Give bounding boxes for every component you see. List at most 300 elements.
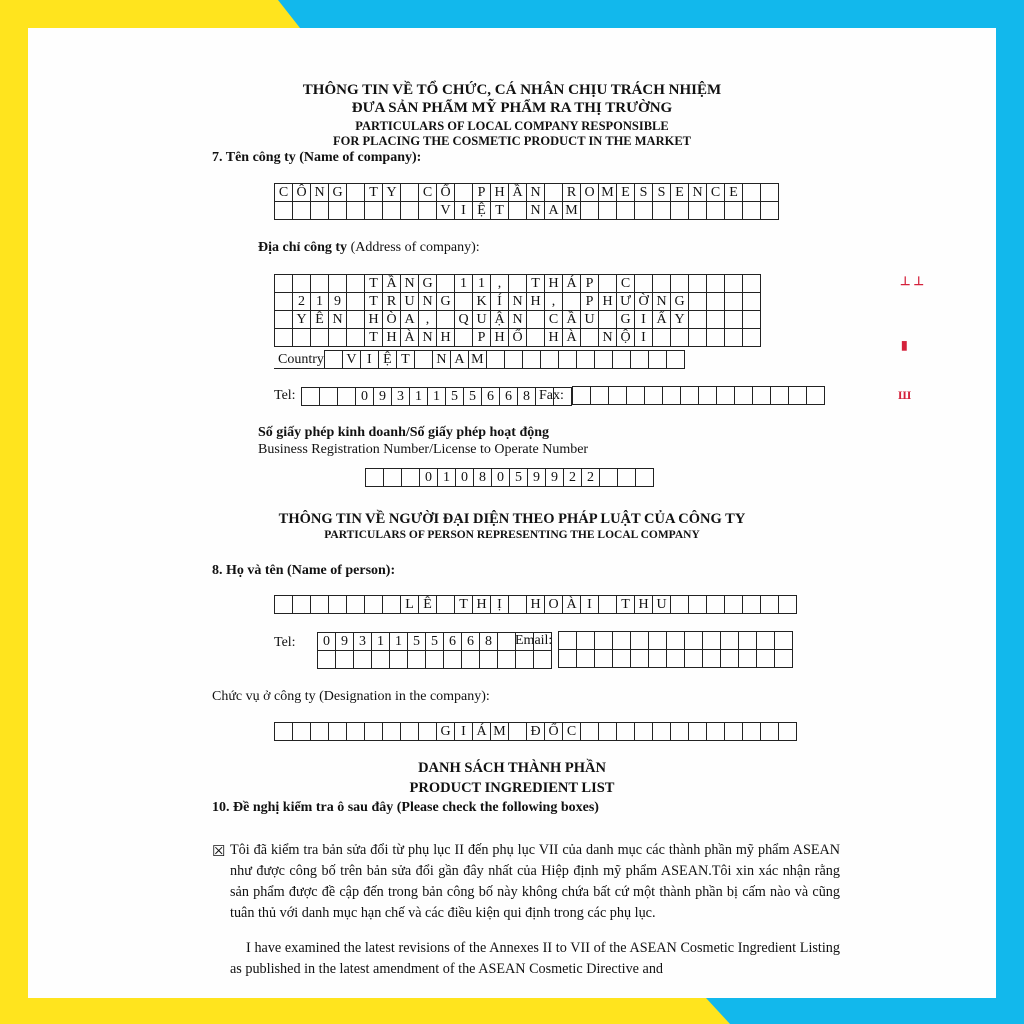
- empty-cell: [455, 184, 473, 202]
- letter-cell: N: [527, 184, 545, 202]
- empty-cell: [631, 650, 649, 668]
- grid-row: [318, 651, 552, 669]
- empty-cell: [761, 596, 779, 614]
- letter-cell: S: [653, 184, 671, 202]
- letter-cell: U: [581, 311, 599, 329]
- letter-cell: H: [473, 596, 491, 614]
- empty-cell: [653, 275, 671, 293]
- email-grid: [558, 631, 793, 668]
- letter-cell: 3: [354, 633, 372, 651]
- company-tel-label: Tel:: [274, 388, 296, 403]
- representative-title-en: PARTICULARS OF PERSON REPRESENTING THE LOCAL COMPANY: [324, 529, 700, 541]
- empty-cell: [757, 632, 775, 650]
- grid-row: [275, 329, 761, 347]
- empty-cell: [293, 275, 311, 293]
- empty-cell: [807, 387, 825, 405]
- empty-cell: [707, 311, 725, 329]
- empty-cell: [757, 650, 775, 668]
- letter-cell: ,: [545, 293, 563, 311]
- empty-cell: [486, 351, 504, 369]
- letter-cell: N: [419, 293, 437, 311]
- red-stamp-mark-3: Ш: [898, 388, 912, 402]
- empty-cell: [581, 723, 599, 741]
- empty-cell: [725, 311, 743, 329]
- empty-cell: [743, 275, 761, 293]
- empty-cell: [707, 275, 725, 293]
- letter-cell: Ò: [383, 311, 401, 329]
- letter-cell: M: [491, 723, 509, 741]
- empty-cell: [347, 293, 365, 311]
- empty-cell: [401, 184, 419, 202]
- letter-cell: 1: [410, 388, 428, 406]
- letter-cell: ,: [491, 275, 509, 293]
- empty-cell: [775, 632, 793, 650]
- empty-cell: [509, 202, 527, 220]
- empty-cell: [336, 651, 354, 669]
- letter-cell: N: [599, 329, 617, 347]
- empty-cell: [743, 723, 761, 741]
- letter-cell: P: [473, 184, 491, 202]
- grid-row: [275, 596, 797, 614]
- empty-cell: [703, 650, 721, 668]
- letter-cell: 0: [356, 388, 374, 406]
- letter-cell: O: [545, 596, 563, 614]
- empty-cell: [509, 596, 527, 614]
- letter-cell: 0: [492, 469, 510, 487]
- empty-cell: [666, 351, 684, 369]
- letter-cell: 1: [473, 275, 491, 293]
- empty-cell: [338, 388, 356, 406]
- license-label-en: Business Registration Number/License to Operate Number: [258, 442, 589, 457]
- letter-cell: À: [563, 329, 581, 347]
- letter-cell: 8: [480, 633, 498, 651]
- letter-cell: G: [437, 723, 455, 741]
- letter-cell: E: [617, 184, 635, 202]
- empty-cell: [599, 596, 617, 614]
- ingredient-title-en: PRODUCT INGREDIENT LIST: [409, 780, 615, 796]
- letter-cell: Ấ: [653, 311, 671, 329]
- empty-cell: [689, 723, 707, 741]
- letter-cell: Ộ: [617, 329, 635, 347]
- empty-cell: [717, 387, 735, 405]
- empty-cell: [753, 387, 771, 405]
- letter-cell: E: [725, 184, 743, 202]
- letter-cell: A: [545, 202, 563, 220]
- letter-cell: Ê: [419, 596, 437, 614]
- letter-cell: P: [473, 329, 491, 347]
- letter-cell: 0: [420, 469, 438, 487]
- letter-cell: H: [383, 329, 401, 347]
- letter-cell: H: [527, 596, 545, 614]
- letter-cell: N: [509, 311, 527, 329]
- empty-cell: [600, 469, 618, 487]
- letter-cell: ,: [419, 311, 437, 329]
- letter-cell: T: [365, 293, 383, 311]
- empty-cell: [329, 329, 347, 347]
- letter-cell: 9: [336, 633, 354, 651]
- letter-cell: T: [617, 596, 635, 614]
- empty-cell: [761, 184, 779, 202]
- empty-cell: [743, 202, 761, 220]
- letter-cell: A: [401, 311, 419, 329]
- empty-cell: [329, 275, 347, 293]
- grid-row: [275, 202, 779, 220]
- empty-cell: [401, 202, 419, 220]
- letter-cell: E: [671, 184, 689, 202]
- letter-cell: I: [635, 311, 653, 329]
- empty-cell: [545, 184, 563, 202]
- empty-cell: [707, 329, 725, 347]
- letter-cell: H: [491, 184, 509, 202]
- empty-cell: [347, 202, 365, 220]
- letter-cell: Ầ: [509, 184, 527, 202]
- person-name-label: 8. Họ và tên (Name of person):: [212, 563, 396, 578]
- empty-cell: [311, 329, 329, 347]
- empty-cell: [437, 596, 455, 614]
- empty-cell: [761, 202, 779, 220]
- red-stamp-mark-2: ▮: [901, 338, 908, 352]
- empty-cell: [671, 329, 689, 347]
- empty-cell: [721, 632, 739, 650]
- empty-cell: [559, 632, 577, 650]
- empty-cell: [522, 351, 540, 369]
- empty-cell: [689, 311, 707, 329]
- letter-cell: Ô: [293, 184, 311, 202]
- letter-cell: Ệ: [378, 351, 396, 369]
- empty-cell: [725, 202, 743, 220]
- empty-cell: [559, 650, 577, 668]
- letter-cell: G: [671, 293, 689, 311]
- empty-cell: [581, 202, 599, 220]
- empty-cell: [649, 632, 667, 650]
- empty-cell: [347, 723, 365, 741]
- empty-cell: [390, 651, 408, 669]
- letter-cell: T: [491, 202, 509, 220]
- empty-cell: [725, 723, 743, 741]
- empty-cell: [775, 650, 793, 668]
- empty-cell: [609, 387, 627, 405]
- empty-cell: [689, 293, 707, 311]
- letter-cell: I: [455, 202, 473, 220]
- letter-cell: T: [365, 184, 383, 202]
- confirmation-checkbox[interactable]: ☒: [212, 844, 226, 860]
- empty-cell: [599, 311, 617, 329]
- empty-cell: [735, 387, 753, 405]
- letter-cell: 5: [446, 388, 464, 406]
- letter-cell: 2: [293, 293, 311, 311]
- letter-cell: U: [473, 311, 491, 329]
- letter-cell: H: [635, 596, 653, 614]
- letter-cell: N: [527, 202, 545, 220]
- empty-cell: [324, 351, 342, 369]
- empty-cell: [617, 723, 635, 741]
- letter-cell: P: [581, 275, 599, 293]
- letter-cell: C: [617, 275, 635, 293]
- empty-cell: [725, 275, 743, 293]
- empty-cell: [383, 202, 401, 220]
- empty-cell: [653, 329, 671, 347]
- empty-cell: [365, 202, 383, 220]
- empty-cell: [636, 469, 654, 487]
- header-title-en-1: PARTICULARS OF LOCAL COMPANY RESPONSIBLE: [355, 119, 669, 133]
- empty-cell: [302, 388, 320, 406]
- letter-cell: G: [329, 184, 347, 202]
- empty-cell: [630, 351, 648, 369]
- empty-cell: [689, 596, 707, 614]
- letter-cell: I: [360, 351, 378, 369]
- letter-cell: 5: [464, 388, 482, 406]
- letter-cell: 3: [392, 388, 410, 406]
- letter-cell: Y: [293, 311, 311, 329]
- header-title-en-2: FOR PLACING THE COSMETIC PRODUCT IN THE MARKET: [332, 134, 692, 148]
- empty-cell: [663, 387, 681, 405]
- empty-cell: [383, 723, 401, 741]
- empty-cell: [419, 723, 437, 741]
- letter-cell: 2: [564, 469, 582, 487]
- letter-cell: 1: [311, 293, 329, 311]
- letter-cell: 1: [372, 633, 390, 651]
- empty-cell: [320, 388, 338, 406]
- empty-cell: [671, 723, 689, 741]
- empty-cell: [372, 651, 390, 669]
- letter-cell: Ậ: [491, 311, 509, 329]
- empty-cell: [648, 351, 666, 369]
- empty-cell: [563, 293, 581, 311]
- letter-cell: C: [545, 311, 563, 329]
- empty-cell: [707, 596, 725, 614]
- ingredient-title-vi: DANH SÁCH THÀNH PHẦN: [418, 760, 606, 776]
- empty-cell: [743, 596, 761, 614]
- empty-cell: [635, 275, 653, 293]
- letter-cell: C: [275, 184, 293, 202]
- letter-cell: V: [437, 202, 455, 220]
- empty-cell: [681, 387, 699, 405]
- empty-cell: [504, 351, 522, 369]
- empty-cell: [594, 351, 612, 369]
- empty-cell: [599, 202, 617, 220]
- letter-cell: N: [653, 293, 671, 311]
- empty-cell: [771, 387, 789, 405]
- license-label-vi: Số giấy phép kinh doanh/Số giấy phép hoạt động: [258, 425, 550, 440]
- empty-cell: [347, 311, 365, 329]
- empty-cell: [739, 650, 757, 668]
- company-fax-label: Fax:: [539, 388, 564, 403]
- letter-cell: 6: [444, 633, 462, 651]
- empty-cell: [455, 293, 473, 311]
- letter-cell: N: [689, 184, 707, 202]
- letter-cell: 0: [456, 469, 474, 487]
- empty-cell: [725, 293, 743, 311]
- letter-cell: T: [365, 275, 383, 293]
- declaration-paragraph-vi: Tôi đã kiểm tra bản sửa đổi từ phụ lục II đến phụ lục VII của danh mục các thành phần mỹ phẩm ASEAN như được công bố trên bản sửa đổi gần đây nhất của Hiệp định mỹ phẩm ASEAN.Tôi xin xác nhận rằng sản phẩm được đề cập đến trong bản công bố này không chứa bất cứ một thành phần bị cấm nào và cũng tuân thủ với danh mục hạn chế và các điều kiện qui định trong các phụ lục.: [230, 842, 840, 921]
- declaration-text-en: I have examined the latest revisions of the Annexes II to VII of the ASEAN Cosmetic Ingredient Listing as published in the latest amendment of the ASEAN Cosmetic Directive and: [230, 940, 840, 977]
- letter-cell: H: [545, 275, 563, 293]
- letter-cell: N: [509, 293, 527, 311]
- letter-cell: Ố: [545, 723, 563, 741]
- empty-cell: [293, 723, 311, 741]
- letter-cell: O: [581, 184, 599, 202]
- empty-cell: [540, 351, 558, 369]
- letter-cell: I: [635, 329, 653, 347]
- empty-cell: [354, 651, 372, 669]
- empty-cell: [408, 651, 426, 669]
- letter-cell: 2: [582, 469, 600, 487]
- letter-cell: 6: [482, 388, 500, 406]
- grid-row: [275, 293, 761, 311]
- letter-cell: T: [396, 351, 414, 369]
- letter-cell: I: [581, 596, 599, 614]
- letter-cell: 5: [426, 633, 444, 651]
- header-title-vi-2: ĐƯA SẢN PHẨM MỸ PHẨM RA THỊ TRƯỜNG: [351, 100, 673, 116]
- letter-cell: H: [365, 311, 383, 329]
- letter-cell: Ê: [311, 311, 329, 329]
- empty-cell: [725, 329, 743, 347]
- empty-cell: [311, 202, 329, 220]
- empty-cell: [707, 723, 725, 741]
- letter-cell: 1: [455, 275, 473, 293]
- empty-cell: [275, 202, 293, 220]
- empty-cell: [365, 723, 383, 741]
- empty-cell: [275, 596, 293, 614]
- letter-cell: Í: [491, 293, 509, 311]
- empty-cell: [480, 651, 498, 669]
- country-label: Country: [274, 351, 324, 369]
- form-page: [28, 28, 996, 998]
- letter-cell: Đ: [527, 723, 545, 741]
- empty-cell: [743, 329, 761, 347]
- letter-cell: 9: [546, 469, 564, 487]
- letter-cell: H: [491, 329, 509, 347]
- empty-cell: [347, 184, 365, 202]
- letter-cell: C: [563, 723, 581, 741]
- letter-cell: Á: [473, 723, 491, 741]
- letter-cell: Ầ: [383, 275, 401, 293]
- company-tel-grid: [301, 387, 572, 406]
- grid-row: [275, 311, 761, 329]
- empty-cell: [293, 596, 311, 614]
- letter-cell: C: [419, 184, 437, 202]
- empty-cell: [365, 596, 383, 614]
- empty-cell: [577, 650, 595, 668]
- address-label-vi: Địa chỉ công ty: [258, 240, 348, 255]
- letter-cell: Ầ: [563, 311, 581, 329]
- empty-cell: [761, 723, 779, 741]
- letter-cell: Y: [383, 184, 401, 202]
- empty-cell: [667, 650, 685, 668]
- empty-cell: [329, 596, 347, 614]
- license-number-grid: [365, 468, 654, 487]
- letter-cell: Y: [671, 311, 689, 329]
- empty-cell: [595, 650, 613, 668]
- empty-cell: [653, 202, 671, 220]
- empty-cell: [509, 275, 527, 293]
- empty-cell: [275, 329, 293, 347]
- letter-cell: Ố: [509, 329, 527, 347]
- empty-cell: [347, 329, 365, 347]
- yellow-corner-bottom: [0, 998, 730, 1024]
- letter-cell: V: [342, 351, 360, 369]
- empty-cell: [635, 202, 653, 220]
- country-row: [274, 351, 684, 369]
- letter-cell: Ổ: [437, 184, 455, 202]
- empty-cell: [498, 651, 516, 669]
- empty-cell: [293, 329, 311, 347]
- letter-cell: M: [468, 351, 486, 369]
- letter-cell: P: [581, 293, 599, 311]
- letter-cell: M: [563, 202, 581, 220]
- letter-cell: G: [419, 275, 437, 293]
- empty-cell: [558, 351, 576, 369]
- empty-cell: [739, 632, 757, 650]
- empty-cell: [516, 651, 534, 669]
- empty-cell: [576, 351, 594, 369]
- grid-row: [573, 387, 825, 405]
- grid-row: [366, 469, 654, 487]
- company-address-grid: [274, 274, 761, 347]
- empty-cell: [577, 632, 595, 650]
- person-name-grid: [274, 595, 797, 614]
- country-grid: [274, 350, 685, 369]
- empty-cell: [699, 387, 717, 405]
- representative-title-vi: THÔNG TIN VỀ NGƯỜI ĐẠI DIỆN THEO PHÁP LUẬT CỦA CÔNG TY: [278, 511, 746, 527]
- empty-cell: [703, 632, 721, 650]
- letter-cell: N: [432, 351, 450, 369]
- letter-cell: G: [617, 311, 635, 329]
- letter-cell: C: [707, 184, 725, 202]
- empty-cell: [318, 651, 336, 669]
- empty-cell: [649, 650, 667, 668]
- empty-cell: [275, 723, 293, 741]
- company-name-grid: [274, 183, 779, 220]
- letter-cell: T: [455, 596, 473, 614]
- designation-grid: [274, 722, 797, 741]
- letter-cell: 9: [374, 388, 392, 406]
- empty-cell: [527, 329, 545, 347]
- empty-cell: [631, 632, 649, 650]
- empty-cell: [599, 723, 617, 741]
- empty-cell: [437, 275, 455, 293]
- empty-cell: [743, 311, 761, 329]
- letter-cell: 6: [500, 388, 518, 406]
- letter-cell: 5: [408, 633, 426, 651]
- letter-cell: 8: [474, 469, 492, 487]
- empty-cell: [444, 651, 462, 669]
- empty-cell: [455, 329, 473, 347]
- empty-cell: [383, 596, 401, 614]
- letter-cell: L: [401, 596, 419, 614]
- letter-cell: 1: [428, 388, 446, 406]
- company-fax-grid: [572, 386, 825, 405]
- address-label: [258, 240, 480, 256]
- letter-cell: 0: [318, 633, 336, 651]
- empty-cell: [402, 469, 420, 487]
- empty-cell: [414, 351, 432, 369]
- letter-cell: 6: [462, 633, 480, 651]
- empty-cell: [437, 311, 455, 329]
- empty-cell: [534, 651, 552, 669]
- letter-cell: 1: [390, 633, 408, 651]
- email-label: Email:: [515, 633, 553, 648]
- empty-cell: [401, 723, 419, 741]
- letter-cell: 1: [438, 469, 456, 487]
- empty-cell: [707, 293, 725, 311]
- red-stamp-mark-1: ⊥ ⊥: [900, 274, 924, 288]
- check-boxes-label: 10. Đề nghị kiểm tra ô sau đây (Please check the following boxes): [212, 800, 599, 815]
- empty-cell: [275, 293, 293, 311]
- letter-cell: À: [563, 596, 581, 614]
- empty-cell: [462, 651, 480, 669]
- letter-cell: 9: [329, 293, 347, 311]
